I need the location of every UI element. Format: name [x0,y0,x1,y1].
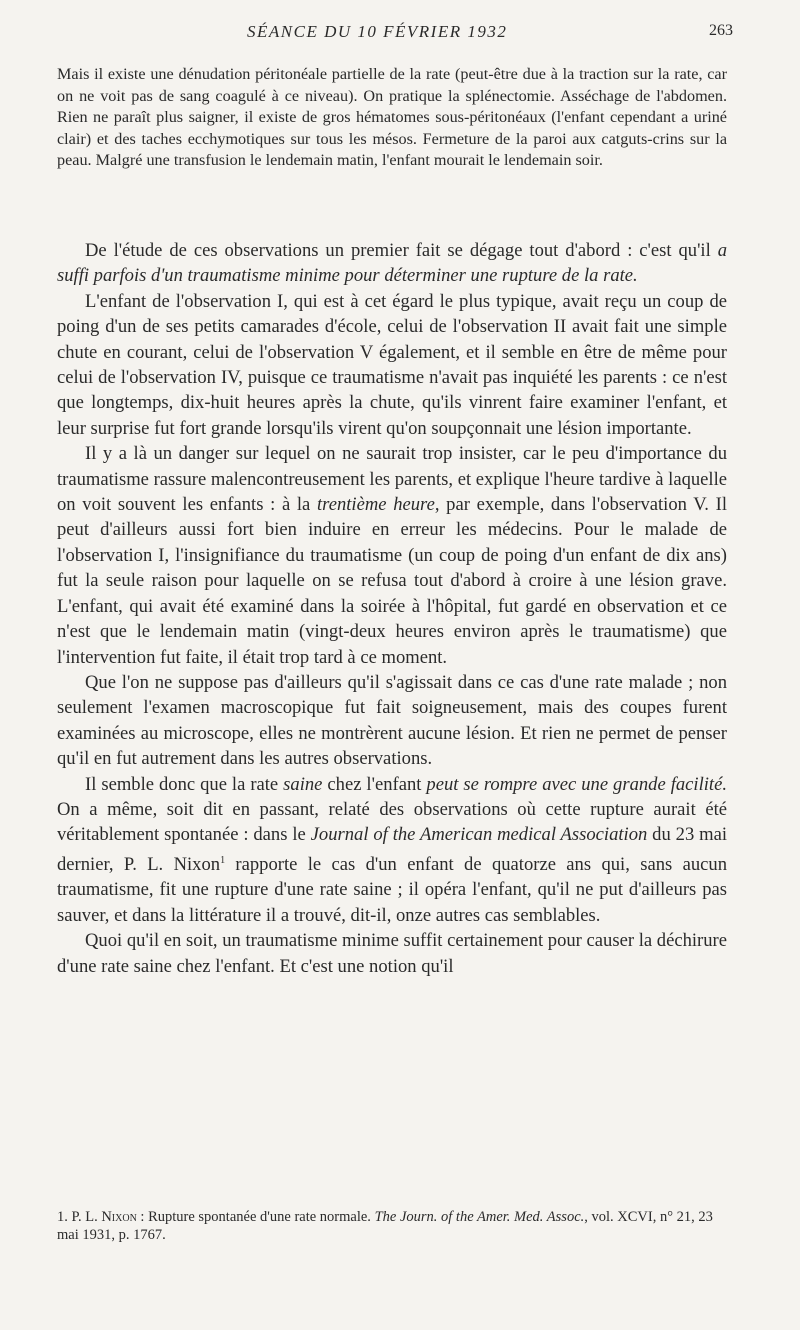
page-number: 263 [709,22,733,39]
paragraph-1-text: De l'étude de ces observations un premier fait se dégage tout d'abord : c'est qu'il [85,240,718,261]
paragraph-3-emphasis: trentième heure [316,494,435,516]
paragraph-3-text-b: , par exemple, dans l'observation V. Il peut d'ailleurs aussi fort bien induire en erreur les médecins. Pour le malade de l'observation I, l'insignifiance du traumatisme (un coup de poing d'un enfant de dix ans) fut la seule raison pour laquelle on se refusa tout d'abord à croire à une lésion grave. L'enfant, qui avait été examiné dans la soirée à l'hôpital, fut gardé en observation et ce n'est que le lendemain matin (vingt-deux heures environ après le traumatisme) que l'intervention fut faite, il était trop tard à ce moment. [57,494,727,668]
paragraph-5-text-b: chez l'enfant [322,773,427,795]
paragraph-3 [57,441,727,670]
header-title: SÉANCE DU 10 FÉVRIER 1932 [247,22,508,41]
paragraph-5 [57,772,727,929]
paragraph-5-text-e: rapporte le cas d'un enfant de quatorze ans qui, sans aucun traumatisme, fit une rupture d'une rate saine ; il opéra l'enfant, qu'il ne put d'ailleurs pas sauver, et dans la littérature il a trouvé, dit-il, onze autres cas semblables. [57,853,727,926]
paragraph-3-text-a: Il y a là un danger sur lequel on ne saurait trop insister, car le peu d'importance du traumatisme rassure malencontreusement les parents, et explique l'heure tardive à laquelle on voit souvent les enfants : à la [57,443,727,516]
paragraph-6: Quoi qu'il en soit, un traumatisme minime suffit certainement pour causer la déchirure d'une rate saine chez l'enfant. Et c'est une notion qu'il [57,930,727,977]
footnote [57,1208,727,1244]
footnote-title: : Rupture spontanée d'une rate normale. [136,1209,375,1225]
paragraph-5-text-a: Il semble donc que la rate [85,773,284,795]
paragraph-1-emphasis: a suffi parfois d'un traumatisme minime pour déterminer une rupture de la rate. [57,240,727,287]
running-header [57,22,733,46]
main-text [57,238,727,979]
case-report-paragraph [57,64,727,172]
footnote-author-initials: P. L. [71,1209,98,1225]
paragraph-5-journal-title: Journal of the American medical Association [310,824,648,846]
footnote-journal: The Journ. of the Amer. Med. Assoc. [374,1209,585,1225]
paragraph-5-text-c: On a même, soit dit en passant, relaté des observations où cette rupture aurait été véritablement spontanée : dans le [57,798,727,846]
footnote-number: 1. [57,1209,68,1225]
paragraph-5-emphasis-1: saine [283,773,323,795]
footnote-reference-details: , vol. XCVI, n° 21, 23 mai 1931, p. 1767. [57,1209,713,1243]
paragraph-1 [57,238,727,289]
case-report-text: Mais il existe une dénudation péritonéale partielle de la rate (peut-être due à la traction sur la rate, car on ne voit pas de sang coagulé à ce niveau). On pratique la splénectomie. Asséchage de l'abdomen. Rien ne paraît plus saigner, il existe de gros hématomes sous-péritonéaux (l'enfant cependant a uriné clair) et des taches ecchymotiques sur tous les mésos. Fermeture de la paroi aux catguts-crins sur la peau. Malgré une transfusion le lendemain matin, l'enfant mourait le lendemain soir. [57,65,727,169]
paragraph-4: Que l'on ne suppose pas d'ailleurs qu'il s'agissait dans ce cas d'une rate malade ; non seulement l'examen macroscopique fut fait soigneusement, mais des coupes furent examinées au microscope, elles ne montrèrent aucune lésion. Et rien ne permet de penser qu'il en fut autrement dans les autres observations. [57,671,727,770]
footnote-author-name: Nixon [101,1209,137,1225]
paragraph-5-text-d: du 23 mai dernier, P. L. Nixon [57,824,728,875]
footnote-reference[interactable]: 1 [220,854,226,866]
paragraph-5-emphasis-2: peut se rompre avec une grande facilité. [426,773,727,795]
paragraph-2: L'enfant de l'observation I, qui est à cet égard le plus typique, avait reçu un coup de poing d'un de ses petits camarades d'école, celui de l'observation II avait fait une simple chute en courant, celui de l'observation V également, et il semble en être de même pour celui de l'observation IV, puisque ce traumatisme n'avait pas inquiété les parents : ce n'est que longtemps, dix-huit heures après la chute, qu'ils vinrent faire examiner l'enfant, et leur surprise fut fort grande lorsqu'ils virent qu'on soupçonnait une lésion importante. [57,290,727,439]
